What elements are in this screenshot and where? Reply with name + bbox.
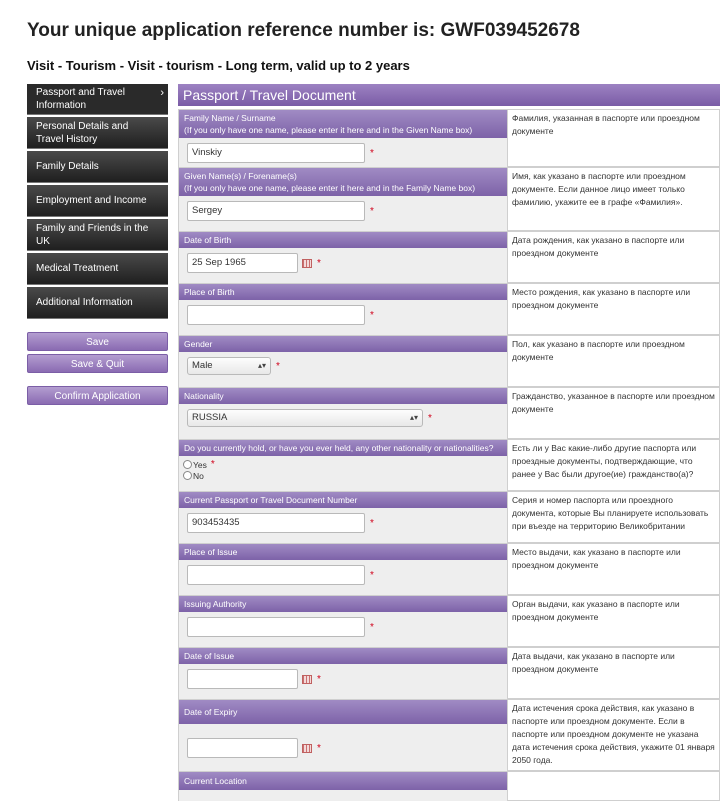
form-row-current-location: [178, 771, 720, 801]
form-row-date-of-birth: [178, 231, 720, 283]
radio-no[interactable]: [183, 471, 192, 480]
field-label: Place of Birth: [179, 284, 507, 300]
save-quit-button[interactable]: Save & Quit: [27, 354, 168, 373]
field-label: Date of Issue: [179, 648, 507, 664]
form-row-place-of-birth: [178, 283, 720, 335]
required-marker: *: [428, 412, 432, 424]
date-of-issue-input[interactable]: [187, 669, 298, 689]
form-row-other-nationality: [178, 439, 720, 491]
field-help-text: Место рождения, как указано в паспорте или проездном документе: [508, 284, 720, 335]
place-of-birth-input[interactable]: [187, 305, 365, 325]
form-row-nationality: [178, 387, 720, 439]
sidebar-item-label: Employment and Income: [36, 195, 147, 206]
application-reference-title: Your unique application reference number is: GWF039452678: [27, 20, 580, 41]
sidebar-item-personal-details[interactable]: [27, 117, 168, 149]
field-label: Current Location: [179, 772, 507, 790]
chevron-right-icon: ›: [160, 87, 164, 99]
field-help-text: Серия и номер паспорта или проездного документа, которые Вы планируете использовать при въезде на территорию Великобритании: [508, 492, 720, 543]
select-arrows-icon: ▴▾: [409, 413, 418, 422]
passport-number-input[interactable]: 903453435: [187, 513, 365, 533]
form-row-issuing-authority: [178, 595, 720, 647]
form-row-date-of-expiry: [178, 699, 720, 771]
field-help-text: Пол, как указано в паспорте или проездном документе: [508, 336, 720, 387]
radio-option-no[interactable]: No: [183, 470, 503, 481]
field-label: Date of Expiry: [179, 700, 507, 724]
save-button[interactable]: Save: [27, 332, 168, 351]
visa-type-subtitle: Visit - Tourism - Visit - tourism - Long term, valid up to 2 years: [27, 58, 410, 73]
date-of-birth-input[interactable]: 25 Sep 1965: [187, 253, 298, 273]
field-label: Do you currently hold, or have you ever held, any other nationality or nationalities?: [179, 440, 507, 456]
required-marker: *: [370, 517, 374, 529]
sidebar-item-passport-travel[interactable]: [27, 84, 168, 115]
given-name-input[interactable]: Sergey: [187, 201, 365, 221]
confirm-application-button[interactable]: Confirm Application: [27, 386, 168, 405]
sidebar-item-employment[interactable]: [27, 185, 168, 217]
family-name-input[interactable]: Vinskiy: [187, 143, 365, 163]
sidebar-item-family-friends-uk[interactable]: [27, 219, 168, 251]
field-help-text: Гражданство, указанное в паспорте или проездном документе: [508, 388, 720, 439]
issuing-authority-input[interactable]: [187, 617, 365, 637]
field-label: Date of Birth: [179, 232, 507, 248]
field-help-text: Дата истечения срока действия, как указано в паспорте или проездном документе. Если в паспорте или проездном документе не указана дата истечения срока действия, укажите 01 января 2050 года.: [508, 700, 720, 771]
required-marker: *: [317, 673, 321, 685]
select-arrows-icon: ▴▾: [257, 361, 266, 370]
required-marker: *: [370, 205, 374, 217]
field-label: Current Passport or Travel Document Number: [179, 492, 507, 508]
form-row-gender: [178, 335, 720, 387]
passport-form: [178, 84, 720, 801]
calendar-icon[interactable]: [302, 675, 312, 684]
form-row-passport-number: [178, 491, 720, 543]
nationality-select[interactable]: RUSSIA ▴▾: [187, 409, 423, 427]
field-label: Family Name / Surname (If you only have one name, please enter it here and in the Given Name box): [179, 110, 507, 138]
required-marker: *: [370, 569, 374, 581]
gender-select[interactable]: Male ▴▾: [187, 357, 271, 375]
form-row-family-name: [178, 109, 720, 167]
sidebar-item-label: Passport and Travel Information: [36, 87, 125, 111]
place-of-issue-input[interactable]: [187, 565, 365, 585]
field-help-text: Дата выдачи, как указано в паспорте или проездном документе: [508, 648, 720, 699]
field-label: Place of Issue: [179, 544, 507, 560]
required-marker: *: [370, 309, 374, 321]
field-label: Gender: [179, 336, 507, 352]
form-row-place-of-issue: [178, 543, 720, 595]
field-help-text: Орган выдачи, как указано в паспорте или проездном документе: [508, 596, 720, 647]
sidebar-item-additional-info[interactable]: [27, 287, 168, 319]
required-marker: *: [276, 360, 280, 372]
required-marker: *: [370, 147, 374, 159]
calendar-icon[interactable]: [302, 744, 312, 753]
sidebar-item-label: Family Details: [36, 161, 99, 172]
field-label: Given Name(s) / Forename(s) (If you only have one name, please enter it here and in the Family Name box): [179, 168, 507, 196]
field-help-text: Есть ли у Вас какие-либо другие паспорта или проездные документы, подтверждающие, что ранее у Вас были другое(ие) гражданство(а)?: [508, 440, 720, 491]
radio-option-yes[interactable]: Yes *: [183, 459, 503, 470]
date-of-expiry-input[interactable]: [187, 738, 298, 758]
sidebar-item-family-details[interactable]: [27, 151, 168, 183]
field-help-text: Имя, как указано в паспорте или проездном документе. Если данное лицо имеет только фамилию, укажите ее в графе «Фамилия».: [508, 168, 720, 231]
section-title: Passport / Travel Document: [178, 84, 720, 106]
required-marker: *: [317, 257, 321, 269]
form-row-date-of-issue: [178, 647, 720, 699]
sidebar-nav: [27, 84, 168, 408]
field-help-text: Место выдачи, как указано в паспорте или проездном документе: [508, 544, 720, 595]
sidebar-item-medical-treatment[interactable]: [27, 253, 168, 285]
required-marker: *: [370, 621, 374, 633]
sidebar-item-label: Additional Information: [36, 297, 133, 308]
field-label: Nationality: [179, 388, 507, 404]
field-help-text: Дата рождения, как указано в паспорте или проездном документе: [508, 232, 720, 283]
required-marker: *: [210, 459, 215, 470]
form-row-given-name: [178, 167, 720, 231]
calendar-icon[interactable]: [302, 259, 312, 268]
field-help-text: Фамилия, указанная в паспорте или проездном документе: [508, 110, 720, 167]
field-label: Issuing Authority: [179, 596, 507, 612]
radio-yes[interactable]: [183, 460, 192, 469]
sidebar-item-label: Family and Friends in the UK: [36, 222, 149, 247]
required-marker: *: [317, 742, 321, 754]
sidebar-item-label: Personal Details and Travel History: [36, 120, 129, 145]
sidebar-item-label: Medical Treatment: [36, 263, 119, 274]
